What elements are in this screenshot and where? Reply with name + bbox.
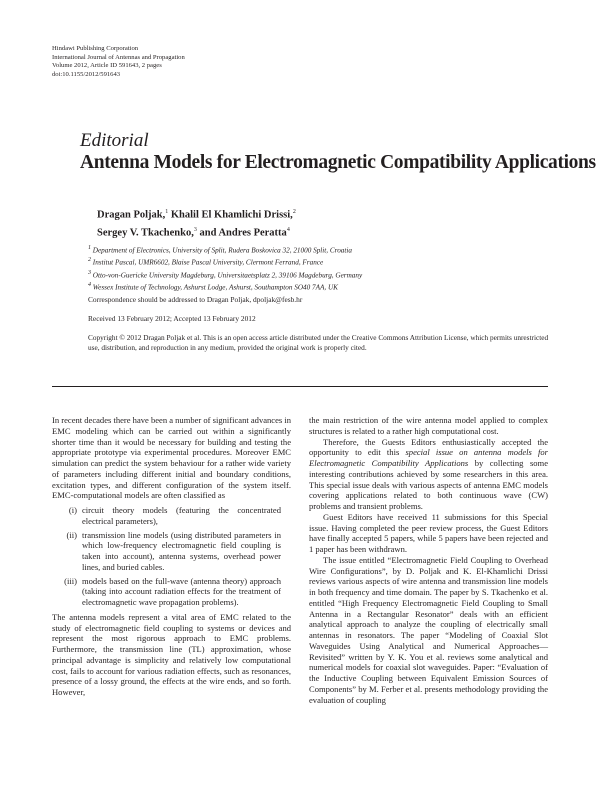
correspondence-line: Correspondence should be addressed to Dragan Poljak, dpoljak@fesb.hr xyxy=(88,295,303,304)
list-item-number: (i) xyxy=(68,505,77,515)
author-4-sup: 4 xyxy=(286,226,290,233)
author-1: Dragan Poljak, xyxy=(97,209,166,221)
list-item-text: transmission line models (using distributed parameters in which low-frequency electromagnetic field coupling is taken into account), antenna systems, overhead power lines, and buried cables. xyxy=(82,529,281,572)
author-2-sup: 2 xyxy=(292,209,296,215)
right-text-column xyxy=(309,415,548,705)
body-paragraph: The antenna models represent a vital area of EMC related to the study of electromagnetic field coupling to systems or devices and represent the most rigorous approach to EMC problems. Furthermore, the transmission line (TL) approximation, whose principal advantage is simplicity and relatively low computational cost, fails to account for various radiation effects, such as resonances, presence of a lossy ground, the effects at the wire ends, and so forth. However, xyxy=(52,611,291,697)
received-accepted-dates: Received 13 February 2012; Accepted 13 February 2012 xyxy=(88,314,256,323)
affiliation-text: Institut Pascal, UMR6602, Blaise Pascal University, Clermont Ferrand, France xyxy=(92,258,324,267)
publisher-line: Hindawi Publishing Corporation xyxy=(52,45,139,52)
author-1-sup: 1 xyxy=(165,209,169,215)
author-line-2 xyxy=(97,223,296,241)
list-item-text: models based on the full-wave (antenna theory) approach (taking into account radiation effects for the treatment of electromagnetic wave propagation problems). xyxy=(82,575,281,607)
list-item xyxy=(52,576,291,608)
author-3-sup: 3 xyxy=(193,226,197,233)
list-item-number: (ii) xyxy=(66,529,77,540)
body-paragraph: Guest Editors have received 11 submissions for this Special issue. Having completed the peer review process, the Guest Editors have finally accepted 5 papers, while 5 papers have been rejected and 1 paper has been withdrawn. xyxy=(309,511,548,554)
copyright-notice: Copyright © 2012 Dragan Poljak et al. This is an open access article distributed under the Creative Commons Attribution License, which permits unrestricted use, distribution, and reproduction in any medium, provided the original work is properly cited. xyxy=(88,333,549,352)
list-item xyxy=(52,530,291,573)
author-line-1 xyxy=(97,205,296,223)
list-item-text: circuit theory models (featuring the concentrated electrical parameters), xyxy=(82,505,281,526)
body-text: Therefore, the Guests Editors enthusiastically accepted the opportunity to edit this xyxy=(309,436,548,458)
author-list xyxy=(97,205,296,240)
body-paragraph: The issue entitled “Electromagnetic Field Coupling to Overhead Wire Configurations”, by D. Poljak and K. El-Khamlichi Drissi reviews various aspects of wire antenna and transmission line models in both frequency and time domain. The paper by S. Tkachenko et al. entitled “High Frequency Electromagnetic Field Coupling to Small Antenna in a Rectangular Resonator” deals with an efficient analytical approach to analyze the coupling of electrically small antennas in resonators. The paper “Modeling of Coaxial Slot Waveguides Using Analytical and Numerical Approaches—Revisited” written by Y. K. You et al. reviews some analytical and numerical models for coaxial slot waveguides. Paper: “Evaluation of the Inductive Coupling between Equivalent Emission Sources of Components” by M. Ferber et al. presents methodology providing the evaluation of coupling xyxy=(309,554,548,705)
body-paragraph: the main restriction of the wire antenna model applied to complex structures is related to a rather high computational cost. xyxy=(309,415,548,436)
affiliation-number: 1 xyxy=(88,245,91,251)
affiliation-text: Otto-von-Guericke University Magdeburg, Universitaetsplatz 2, 39106 Magdeburg, Germany xyxy=(92,271,363,280)
list-item-number: (iii) xyxy=(64,575,77,586)
left-text-column xyxy=(52,415,291,698)
affiliation-item xyxy=(88,280,362,292)
journal-header xyxy=(52,45,185,79)
journal-line: International Journal of Antennas and Propagation xyxy=(52,53,185,61)
affiliation-number: 4 xyxy=(88,282,91,289)
section-divider xyxy=(52,386,548,387)
affiliation-item xyxy=(88,255,362,267)
affiliation-number: 2 xyxy=(88,257,91,264)
affiliation-text: Wessex Institute of Technology, Ashurst Lodge, Ashurst, Southampton SO40 7AA, UK xyxy=(92,283,338,292)
article-kind: Editorial xyxy=(80,130,149,151)
list-item xyxy=(52,505,291,527)
affiliations xyxy=(88,243,362,293)
body-paragraph xyxy=(309,437,548,512)
author-3: Sergey V. Tkachenko, xyxy=(97,227,194,238)
affiliation-item xyxy=(88,268,362,280)
body-paragraph: In recent decades there have been a number of significant advances in EMC modeling which can be carried out within a significantly shorter time than it would be necessary for building and testing the appropriate prototype via experimental procedures. Moreover EMC simulation can predict the system behaviour for a rather wide variety of parameters including different initial and boundary conditions, excitation types, and different configuration of the system itself. EMC-computational models are often classified as xyxy=(52,415,291,501)
author-2: Khalil El Khamlichi Drissi, xyxy=(170,209,293,221)
model-classification-list xyxy=(52,505,291,608)
affiliation-number: 3 xyxy=(88,269,91,276)
author-conj: and xyxy=(199,227,217,238)
author-4: Andres Peratta xyxy=(218,227,287,238)
affiliation-text: Department of Electronics, University of Split, Rudera Boskovica 32, 21000 Split, Croatia xyxy=(92,246,352,255)
special-issue-title: special issue on antenna models for Electromagnetic Compatibility Applications xyxy=(309,447,549,468)
doi-line: doi:10.1155/2012/591643 xyxy=(52,70,121,78)
volume-line: Volume 2012, Article ID 591643, 2 pages xyxy=(52,62,162,70)
body-text: by collecting some interesting contributions achieved by some researchers in this area. This special issue deals with various aspects of antenna EMC models covering applications related to both continuous wave (CW) problems and transient problems. xyxy=(309,458,548,511)
affiliation-item xyxy=(88,243,362,255)
article-title: Antenna Models for Electromagnetic Compatibility Applications xyxy=(80,152,596,173)
